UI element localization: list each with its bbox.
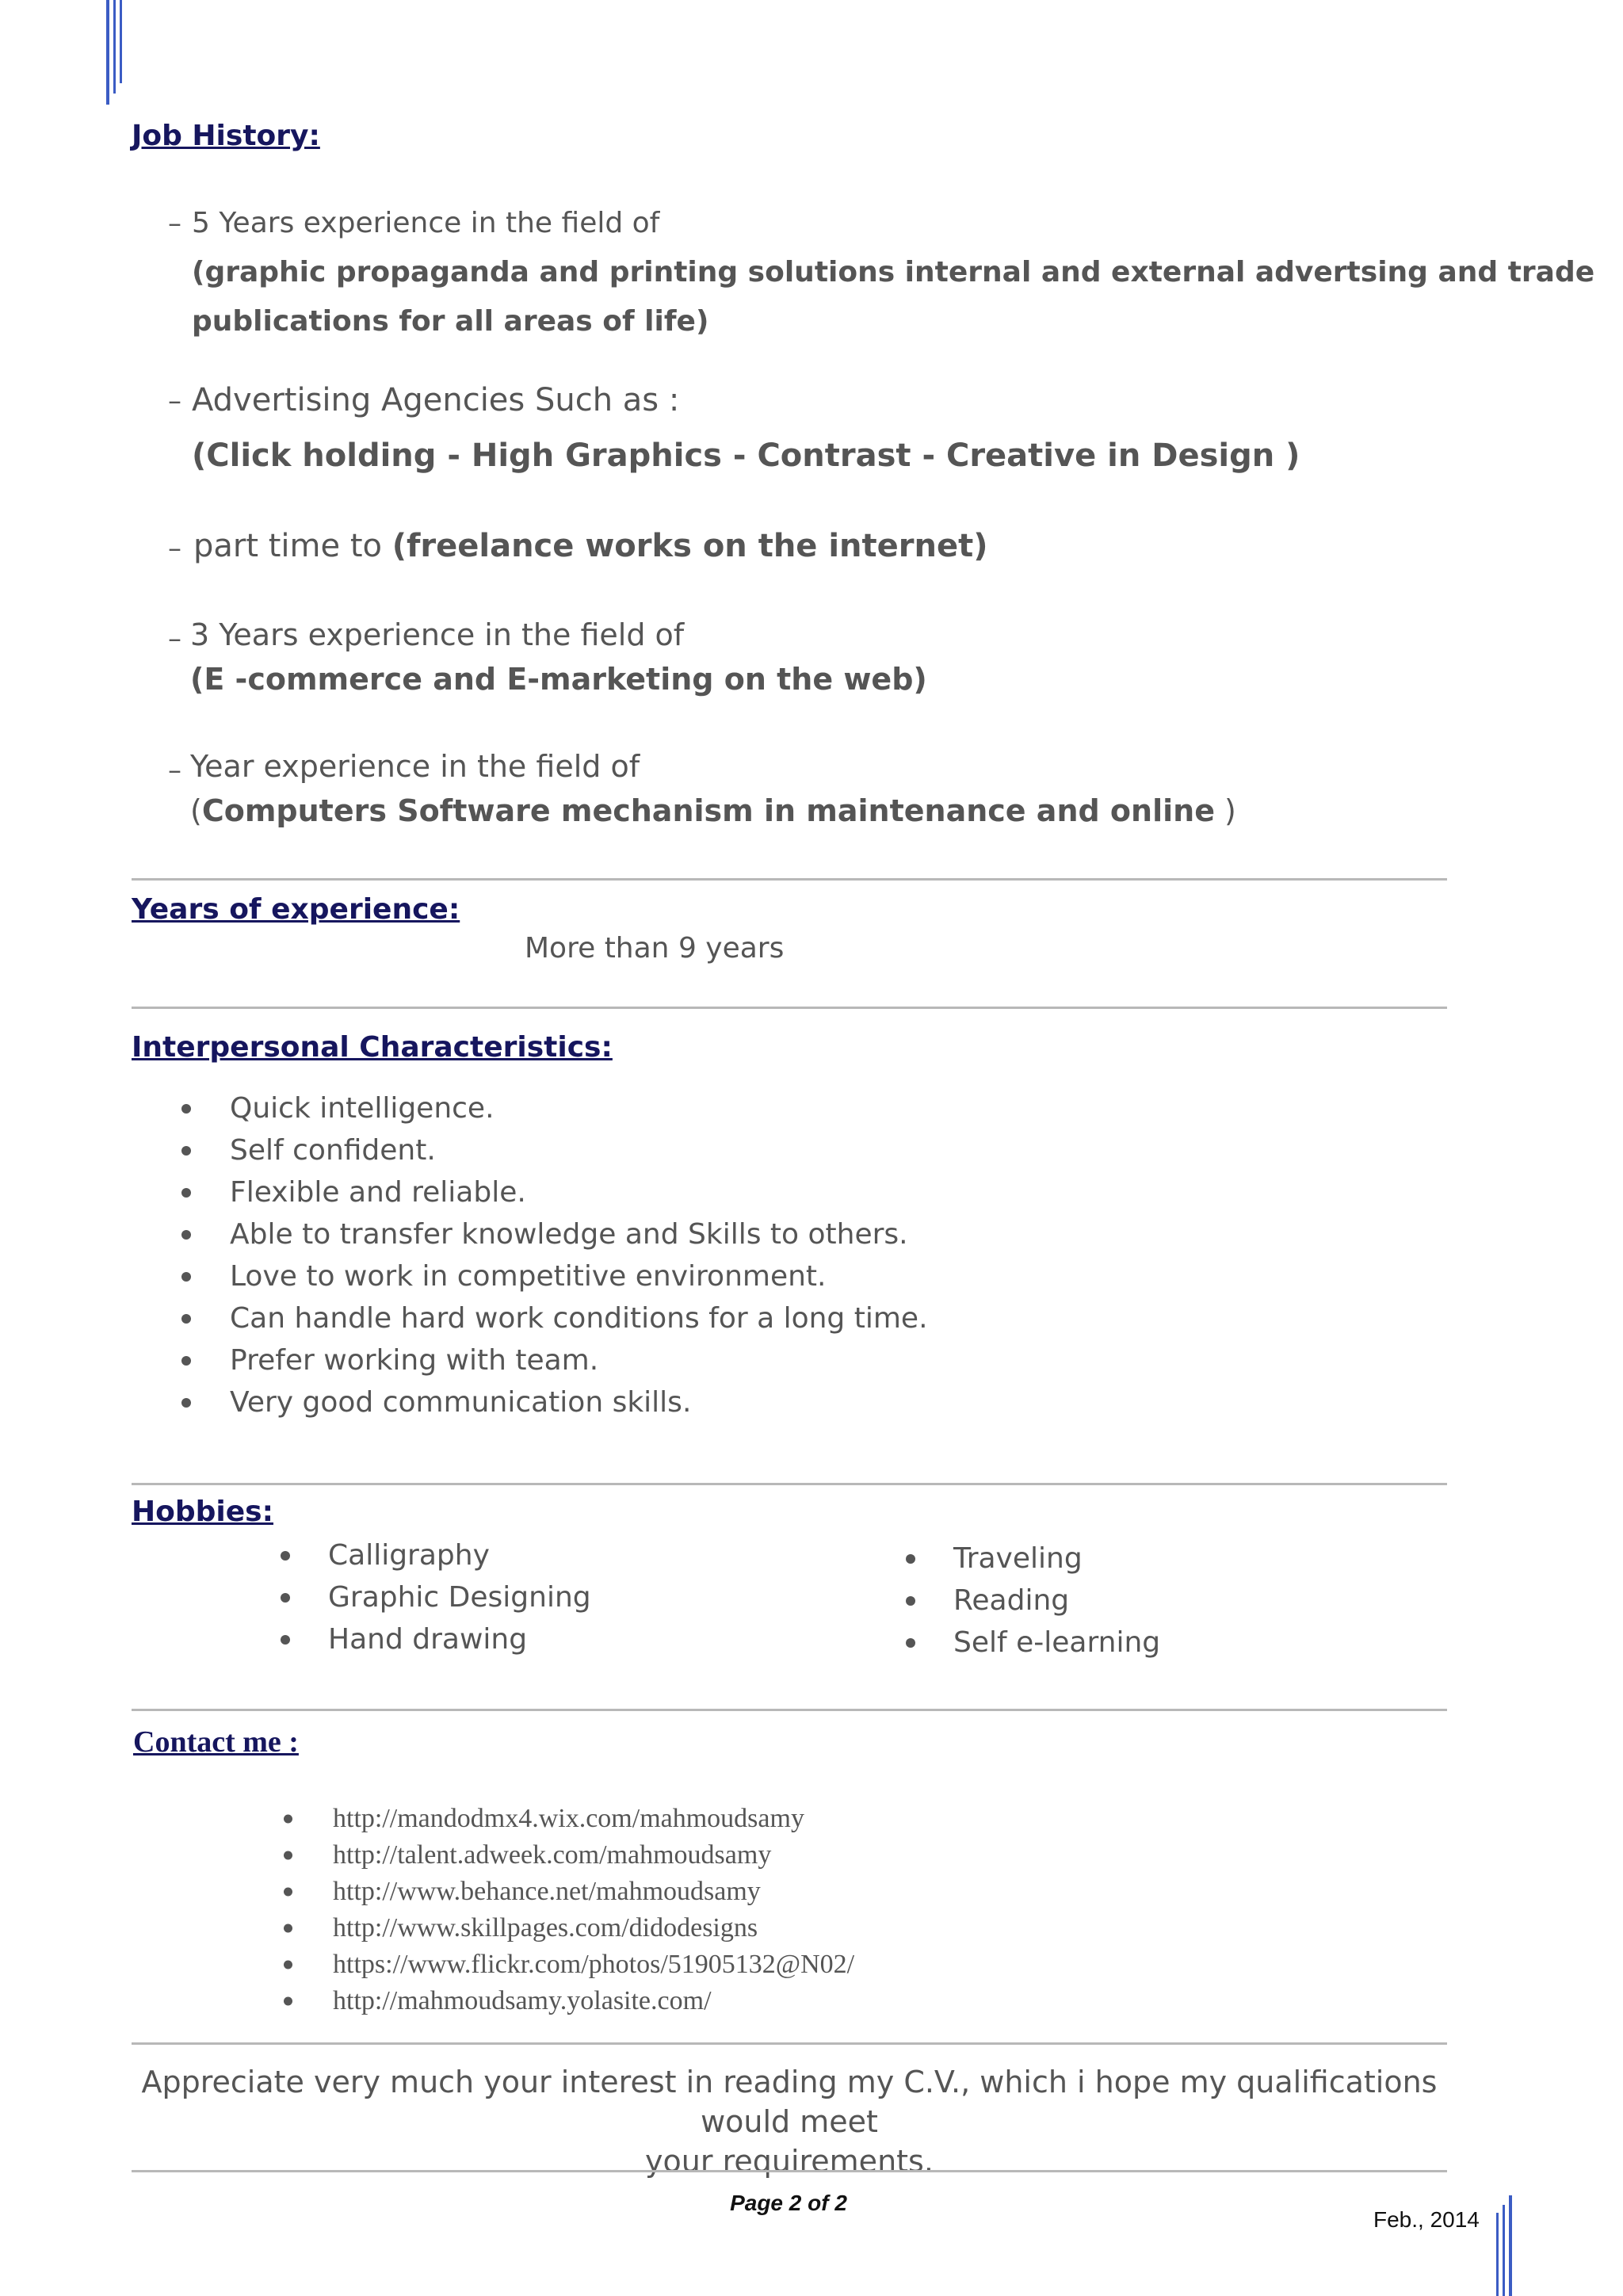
list-item: Calligraphy [328, 1534, 591, 1576]
job-item-4-lead: 3 Years experience in the field of [190, 617, 685, 652]
bullet-icon [284, 1851, 292, 1860]
job-item-dash: – [168, 755, 181, 786]
job-item-dash: – [168, 208, 181, 239]
contact-link[interactable]: http://mahmoudsamy.yolasite.com/ [333, 1983, 854, 2019]
bullet-icon [281, 1635, 290, 1645]
section-divider [132, 878, 1447, 881]
list-item: Self e-learning [953, 1622, 1160, 1664]
list-item: Reading [953, 1580, 1160, 1622]
list-item: Flexible and reliable. [230, 1171, 928, 1213]
experience-value: More than 9 years [525, 932, 785, 965]
job-item-2-lead: Advertising Agencies Such as : [192, 382, 680, 418]
job-item-2-detail: (Click holding - High Graphics - Contrast - Creative in Design ) [192, 437, 1300, 474]
interpersonal-heading: Interpersonal Characteristics: [132, 1031, 613, 1064]
bullet-icon [281, 1551, 290, 1561]
bullet-icon [181, 1230, 191, 1240]
list-item: Traveling [953, 1538, 1160, 1580]
hobbies-list-right [953, 1538, 1160, 1664]
section-divider [132, 2170, 1447, 2172]
bullet-icon [284, 1997, 292, 2006]
list-item: Self confident. [230, 1129, 928, 1171]
bullet-icon [284, 1961, 292, 1969]
contact-links-list [333, 1801, 854, 2019]
bullet-icon [181, 1314, 191, 1324]
hobbies-heading: Hobbies: [132, 1496, 273, 1528]
bullet-icon [181, 1104, 191, 1114]
job-item-5-open: ( [190, 793, 202, 828]
job-item-3-text [193, 525, 988, 567]
job-item-dash: – [168, 533, 181, 564]
bullet-icon [181, 1272, 191, 1282]
job-item-5-text [190, 791, 1236, 831]
job-item-dash: – [168, 385, 181, 417]
closing-line-2: your requirements. [645, 2144, 934, 2179]
contact-link[interactable]: http://mandodmx4.wix.com/mahmoudsamy [333, 1801, 854, 1837]
corner-bars-bottom [1496, 2195, 1520, 2296]
job-item-5-detail: Computers Software mechanism in maintenance and online [201, 793, 1215, 828]
section-divider [132, 1007, 1447, 1009]
bullet-icon [284, 1924, 292, 1933]
list-item: Can handle hard work conditions for a long time. [230, 1297, 928, 1339]
section-divider [132, 1483, 1447, 1485]
contact-heading: Contact me : [133, 1725, 299, 1759]
list-item: Quick intelligence. [230, 1087, 928, 1129]
job-item-5-close: ) [1214, 793, 1236, 828]
bullet-icon [906, 1554, 915, 1564]
page-number: Page 2 of 2 [730, 2191, 847, 2215]
closing-line-1: Appreciate very much your interest in reading my C.V., which i hope my qualifications would meet [141, 2065, 1438, 2139]
closing-statement [132, 2062, 1447, 2181]
job-item-1-detail-cont: publications for all areas of life) [192, 305, 709, 338]
section-divider [132, 2042, 1447, 2045]
experience-heading: Years of experience: [132, 893, 460, 926]
bullet-icon [181, 1188, 191, 1198]
bullet-icon [281, 1593, 290, 1603]
bullet-icon [284, 1888, 292, 1897]
list-item: Love to work in competitive environment. [230, 1255, 928, 1297]
job-item-4-detail: (E -commerce and E-marketing on the web) [190, 662, 927, 697]
bullet-icon [181, 1398, 191, 1408]
contact-link[interactable]: https://www.flickr.com/photos/51905132@N02/ [333, 1946, 854, 1983]
contact-link[interactable]: http://www.behance.net/mahmoudsamy [333, 1874, 854, 1910]
job-history-heading: Job History: [132, 120, 320, 152]
bullet-icon [906, 1638, 915, 1648]
contact-link[interactable]: http://talent.adweek.com/mahmoudsamy [333, 1837, 854, 1874]
bullet-icon [906, 1596, 915, 1606]
job-item-1-detail: (graphic propaganda and printing solutions internal and external advertsing and trade [192, 256, 1595, 288]
bullet-icon [181, 1356, 191, 1366]
corner-bars-top [106, 0, 130, 105]
job-item-dash: – [168, 623, 181, 655]
footer-date: Feb., 2014 [1373, 2207, 1480, 2232]
interpersonal-list [230, 1087, 928, 1423]
job-item-3-detail: (freelance works on the internet) [391, 528, 988, 564]
job-item-1-lead: 5 Years experience in the field of [192, 207, 660, 239]
list-item: Prefer working with team. [230, 1339, 928, 1381]
contact-link[interactable]: http://www.skillpages.com/didodesigns [333, 1910, 854, 1946]
list-item: Graphic Designing [328, 1576, 591, 1618]
hobbies-list-left [328, 1534, 591, 1660]
list-item: Hand drawing [328, 1618, 591, 1660]
section-divider [132, 1709, 1447, 1711]
job-item-5-lead: Year experience in the field of [190, 749, 640, 784]
list-item: Very good communication skills. [230, 1381, 928, 1423]
bullet-icon [181, 1146, 191, 1156]
bullet-icon [284, 1815, 292, 1824]
list-item: Able to transfer knowledge and Skills to others. [230, 1213, 928, 1255]
job-item-3-lead: part time to [193, 528, 392, 564]
